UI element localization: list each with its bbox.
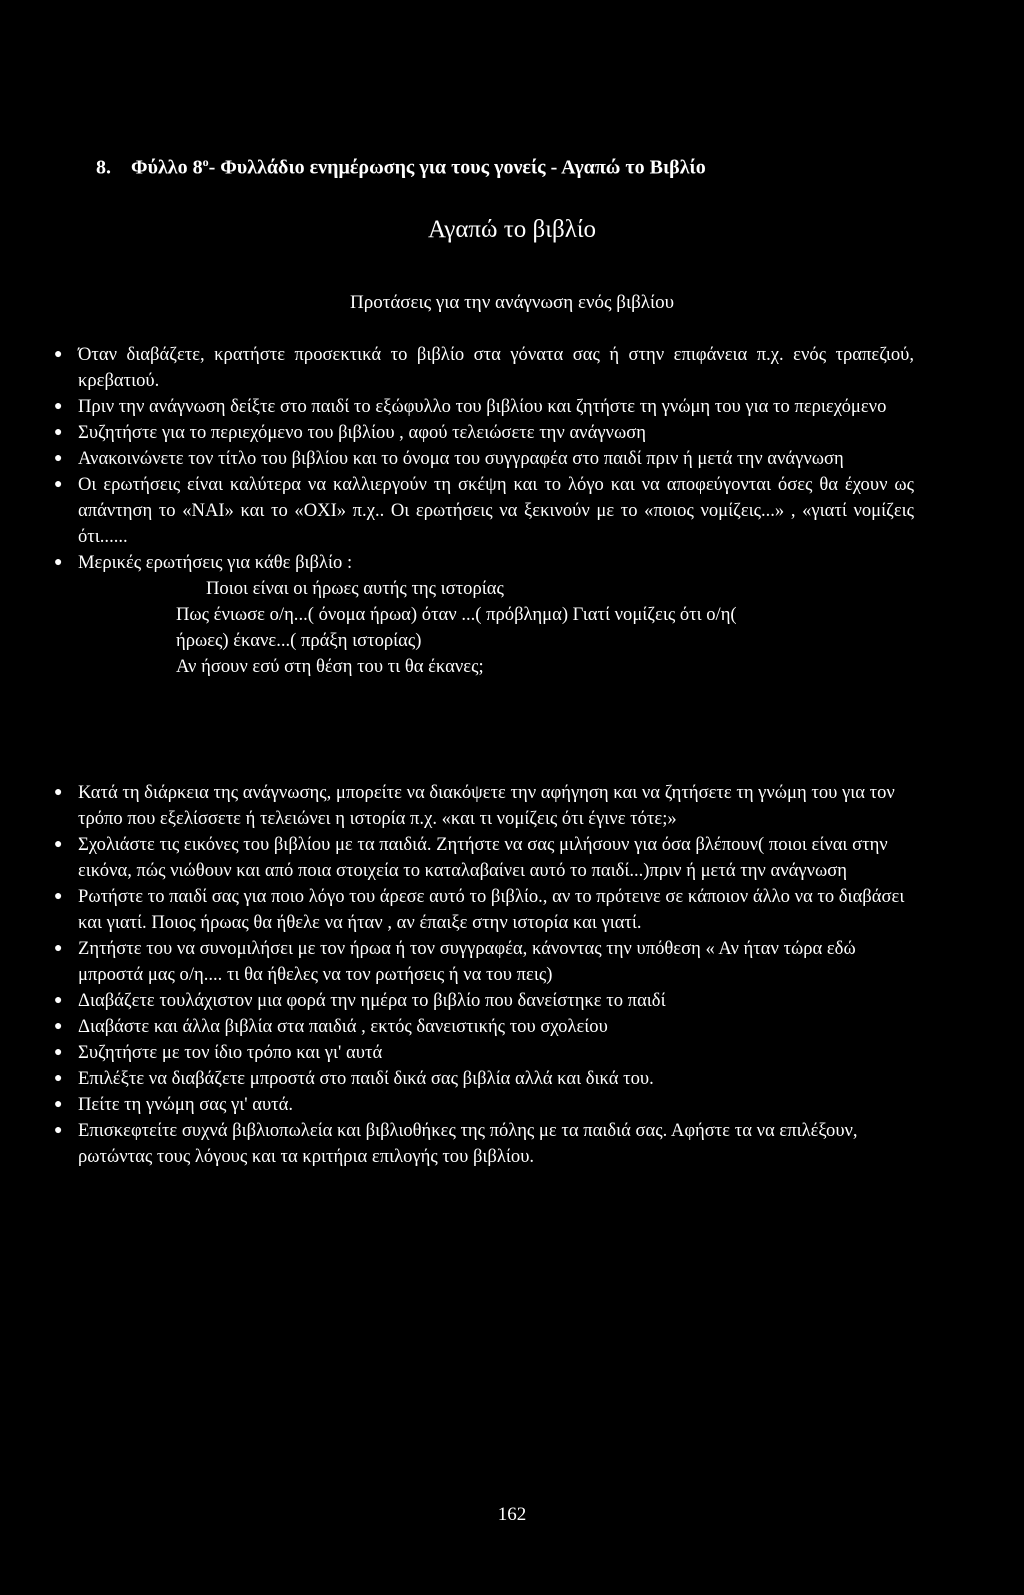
bullet-icon: ● (54, 555, 63, 570)
bullet-icon: ● (54, 1123, 63, 1138)
page-subtitle: Προτάσεις για την ανάγνωση ενός βιβλίου (350, 292, 674, 313)
bullet-icon: ● (54, 1019, 63, 1034)
list-item: ● Πείτε τη γνώμη σας γι' αυτά. (78, 1092, 914, 1118)
list-item: ● Επισκεφτείτε συχνά βιβλιοπωλεία και βιβλιοθήκες της πόλης με τα παιδιά σας. Αφήστε τα να επιλέξουν, ρωτώντας τους λόγους και τα κριτήρια επιλογής του βιβλίου. (54, 1120, 858, 1167)
bullet-icon: ● (54, 941, 63, 956)
bullet-icon: ● (54, 477, 63, 492)
list-item-questions (54, 550, 914, 680)
page-number: 162 (497, 1504, 527, 1525)
question-3: Αν ήσουν εσύ στη θέση του τι θα έκανες; (176, 656, 484, 677)
list-item: ● Οι ερωτήσεις είναι καλύτερα να καλλιεργούν τη σκέψη και το λόγο και να αποφεύγονται όσες θα έχουν ως απάντηση το «ΝΑΙ» και το «ΟΧΙ» π.χ.. Οι ερωτήσεις να ξεκινούν με το «ποιος νομίζεις...» , «γιατί νομίζεις ότι...... (54, 474, 914, 547)
bullet-icon: ● (54, 1097, 63, 1112)
bullet-icon: ● (54, 451, 63, 466)
list-item: ● Επιλέξτε να διαβάζετε μπροστά στο παιδί δικά σας βιβλία αλλά και δικά του. (78, 1066, 914, 1092)
question-2: Πως ένιωσε ο/η...( όνομα ήρωα) όταν ...( πρόβλημα) Γιατί νομίζεις ότι ο/η( (176, 604, 737, 625)
list-item: ● Διαβάζετε τουλάχιστον μια φορά την ημέρα το βιβλίο που δανείστηκε το παιδί (78, 988, 914, 1014)
list-item: ● Συζητήστε με τον ίδιο τρόπο και γι' αυτά (78, 1040, 914, 1066)
list-item: ● Ζητήστε του να συνομιλήσει με τον ήρωα ή τον συγγραφέα, κάνοντας την υπόθεση « Αν ήταν τώρα εδώ μπροστά μας ο/η.... τι θα ήθελες να τον ρωτήσεις ή να του πεις) (54, 938, 856, 985)
list-item: ● Ανακοινώνετε τον τίτλο του βιβλίου και το όνομα του συγγραφέα στο παιδί πριν ή μετά την ανάγνωση (78, 446, 914, 472)
list-item: ● Σχολιάστε τις εικόνες του βιβλίου με τα παιδιά. Ζητήστε να σας μιλήσουν για όσα βλέπουν( ποιοι είναι στην εικόνα, πώς νιώθουν και από ποια στοιχεία το καταλαβαίνει αυτό το παιδί...)πριν ή μετά την ανάγνωση (54, 834, 888, 881)
list-item: ● Πριν την ανάγνωση δείξτε στο παιδί το εξώφυλλο του βιβλίου και ζητήστε τη γνώμη του για το περιεχόμενο (78, 394, 914, 420)
list-item: ● Όταν διαβάζετε, κρατήστε προσεκτικά το βιβλίο στα γόνατα σας ή στην επιφάνεια π.χ. ενός τραπεζιού, κρεβατιού. (54, 344, 914, 391)
section-heading (96, 155, 706, 180)
bullet-icon: ● (54, 889, 63, 904)
bullet-icon: ● (54, 425, 63, 440)
bullet-icon: ● (54, 993, 63, 1008)
bullet-icon: ● (54, 347, 63, 362)
list-item: ● Διαβάστε και άλλα βιβλία στα παιδιά , εκτός δανειστικής του σχολείου (78, 1014, 914, 1040)
question-2-continued: ήρωες) έκανε...( πράξη ιστορίας) (176, 630, 422, 651)
heading-superscript: ο (202, 155, 209, 169)
bullet-icon: ● (54, 1045, 63, 1060)
heading-rest: - Φυλλάδιο ενημέρωσης για τους γονείς - Αγαπώ το Βιβλίο (208, 156, 706, 179)
question-1: Ποιοι είναι οι ήρωες αυτής της ιστορίας (206, 578, 504, 599)
heading-prefix: Φύλλο 8 (131, 156, 203, 179)
bullet-icon: ● (54, 1071, 63, 1086)
list-item: ● Κατά τη διάρκεια της ανάγνωσης, μπορείτε να διακόψετε την αφήγηση και να ζητήσετε τη γνώμη του για τον τρόπο που εξελίσσετε ή τελειώνει η ιστορία π.χ. «και τι νομίζεις ότι έγινε τότε;» (54, 782, 895, 829)
questions-intro: Μερικές ερωτήσεις για κάθε βιβλίο : (78, 552, 353, 573)
bullet-icon: ● (54, 837, 63, 852)
bullet-icon: ● (54, 399, 63, 414)
list-item: ● Συζητήστε για το περιεχόμενο του βιβλίου , αφού τελειώσετε την ανάγνωση (78, 420, 914, 446)
suggestions-list-1 (54, 342, 914, 680)
list-item: ● Ρωτήστε το παιδί σας για ποιο λόγο του άρεσε αυτό το βιβλίο., αν το πρότεινε σε κάποιον άλλο να το διαβάσει και γιατί. Ποιος ήρωας θα ήθελε να ήταν , αν έπαιξε στην ιστορία και γιατί. (54, 886, 905, 933)
bullet-icon: ● (54, 785, 63, 800)
page-title: Αγαπώ το βιβλίο (427, 216, 597, 243)
section-number: 8. (96, 156, 111, 179)
suggestions-list-2 (54, 780, 914, 1170)
